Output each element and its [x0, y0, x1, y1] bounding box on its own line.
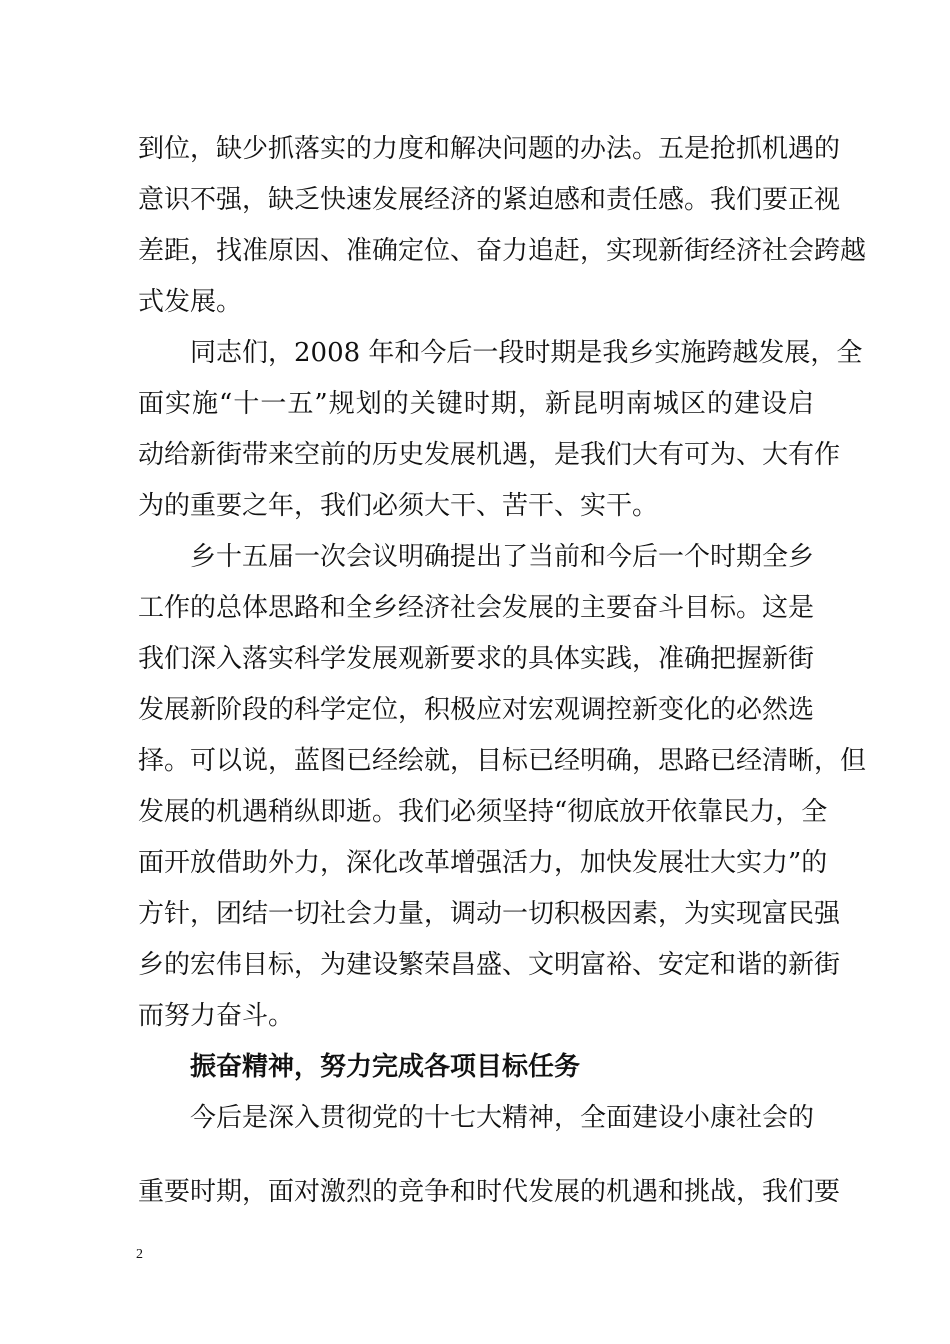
paragraph3-line: 发展的机遇稍纵即逝。我们必须坚持“彻底放开依靠民力，全 — [138, 797, 828, 827]
paragraph1-line: 差距，找准原因、准确定位、奋力追赶，实现新街经济社会跨越 — [138, 236, 867, 266]
paragraph3-line: 发展新阶段的科学定位，积极应对宏观调控新变化的必然选 — [138, 695, 815, 725]
paragraph3-line: 工作的总体思路和全乡经济社会发展的主要奋斗目标。这是 — [138, 593, 815, 623]
paragraph3-line: 我们深入落实科学发展观新要求的具体实践，准确把握新街 — [138, 644, 815, 674]
page-number: 2 — [136, 1247, 143, 1262]
paragraph3-line: 择。可以说，蓝图已经绘就，目标已经明确，思路已经清晰，但 — [138, 746, 867, 776]
paragraph2-line: 为的重要之年，我们必须大干、苦干、实干。 — [138, 491, 659, 521]
paragraph3-line: 面开放借助外力，深化改革增强活力，加快发展壮大实力”的 — [138, 848, 828, 878]
paragraph2-line: 面实施“十一五”规划的关键时期，新昆明南城区的建设启 — [138, 389, 814, 419]
paragraph3-line: 而努力奋斗。 — [138, 1001, 295, 1031]
paragraph2-line: 动给新街带来空前的历史发展机遇，是我们大有可为、大有作 — [138, 440, 841, 470]
section-heading: 振奋精神，努力完成各项目标任务 — [190, 1052, 581, 1082]
paragraph1-line: 意识不强，缺乏快速发展经济的紧迫感和责任感。我们要正视 — [138, 185, 841, 215]
paragraph1-line: 到位，缺少抓落实的力度和解决问题的办法。五是抢抓机遇的 — [138, 134, 841, 164]
paragraph3-line: 乡十五届一次会议明确提出了当前和今后一个时期全乡 — [190, 542, 815, 572]
paragraph4-line: 今后是深入贯彻党的十七大精神，全面建设小康社会的 — [190, 1103, 815, 1133]
paragraph3-line: 乡的宏伟目标，为建设繁荣昌盛、文明富裕、安定和谐的新街 — [138, 950, 841, 980]
paragraph4-line: 重要时期，面对激烈的竞争和时代发展的机遇和挑战，我们要 — [138, 1177, 841, 1207]
paragraph3-line: 方针，团结一切社会力量，调动一切积极因素，为实现富民强 — [138, 899, 841, 929]
paragraph1-line: 式发展。 — [138, 287, 243, 317]
paragraph2-line: 同志们，2008 年和今后一段时期是我乡实施跨越发展，全 — [190, 338, 863, 368]
